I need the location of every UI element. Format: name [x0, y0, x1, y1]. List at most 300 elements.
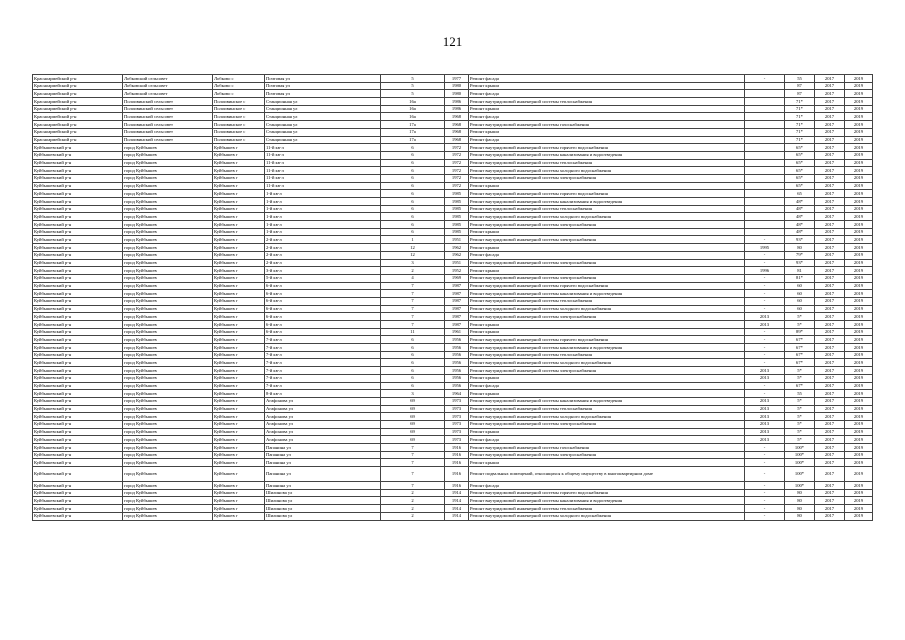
cell-settlement: Лобково с	[213, 90, 265, 98]
cell-work-type: Ремонт внутридомовой инженерной системы теплоснабжения	[469, 351, 745, 359]
cell-last-repair-year: -	[745, 305, 785, 313]
cell-house-number: 6	[381, 382, 445, 390]
cell-build-year: 1914	[445, 489, 469, 497]
cell-settlement: Куйбышев г	[213, 436, 265, 444]
cell-municipality: город Куйбышев	[123, 182, 213, 190]
table-row	[33, 190, 873, 198]
cell-settlement: Куйбышев г	[213, 159, 265, 167]
cell-build-year: 1956	[445, 367, 469, 375]
cell-wear-percent: 80	[785, 497, 815, 505]
cell-street: Шилинова ул	[265, 489, 381, 497]
cell-wear-percent: 65*	[785, 159, 815, 167]
cell-last-repair-year: 2013	[745, 420, 785, 428]
cell-street: 6-й кв-л	[265, 290, 381, 298]
cell-settlement: Куйбышев г	[213, 282, 265, 290]
cell-municipality: город Куйбышев	[123, 213, 213, 221]
cell-plan-start-year: 2017	[815, 105, 845, 113]
cell-municipality: город Куйбышев	[123, 451, 213, 459]
cell-house-number: 69	[381, 397, 445, 405]
table-row	[33, 344, 873, 352]
cell-wear-percent: 93*	[785, 236, 815, 244]
cell-plan-start-year: 2017	[815, 198, 845, 206]
table-row	[33, 151, 873, 159]
cell-district: Куйбышевский р-н	[33, 482, 123, 490]
cell-street: 1-й кв-л	[265, 221, 381, 229]
cell-district: Куйбышевский р-н	[33, 251, 123, 259]
table-row	[33, 482, 873, 490]
cell-settlement: Куйбышев г	[213, 182, 265, 190]
cell-work-type: Ремонт внутридомовой инженерной системы горячего водоснабжения	[469, 336, 745, 344]
cell-build-year: 1956	[445, 382, 469, 390]
cell-plan-end-year: 2019	[845, 459, 873, 467]
cell-plan-end-year: 2019	[845, 497, 873, 505]
cell-last-repair-year: -	[745, 344, 785, 352]
table-row	[33, 144, 873, 152]
cell-house-number: 16а	[381, 105, 445, 113]
cell-work-type: Ремонт внутридомовой инженерной системы холодного водоснабжения	[469, 167, 745, 175]
cell-wear-percent: 5*	[785, 374, 815, 382]
cell-work-type: Ремонт внутридомовой инженерной системы электроснабжения	[469, 221, 745, 229]
cell-street: Шилинова ул	[265, 512, 381, 520]
cell-street: 11-й кв-л	[265, 144, 381, 152]
cell-last-repair-year	[745, 190, 785, 198]
cell-municipality: Лобковский сельсовет	[123, 82, 213, 90]
cell-build-year: 1916	[445, 451, 469, 459]
cell-plan-start-year: 2017	[815, 344, 845, 352]
cell-municipality: город Куйбышев	[123, 512, 213, 520]
cell-municipality: город Куйбышев	[123, 505, 213, 513]
cell-house-number: 12	[381, 251, 445, 259]
cell-street: 1-й кв-л	[265, 198, 381, 206]
cell-district: Куйбышевский р-н	[33, 274, 123, 282]
cell-settlement: Куйбышев г	[213, 228, 265, 236]
cell-settlement: Куйбышев г	[213, 274, 265, 282]
cell-municipality: город Куйбышев	[123, 144, 213, 152]
cell-build-year: 1968	[445, 136, 469, 144]
cell-house-number: 2	[381, 489, 445, 497]
cell-plan-end-year: 2019	[845, 336, 873, 344]
cell-plan-start-year: 2017	[815, 228, 845, 236]
cell-settlement: Куйбышев г	[213, 251, 265, 259]
cell-settlement: Куйбышев г	[213, 259, 265, 267]
cell-district: Куйбышевский р-н	[33, 174, 123, 182]
cell-street: Папанина ул	[265, 444, 381, 452]
cell-plan-end-year: 2019	[845, 444, 873, 452]
cell-house-number: 2	[381, 497, 445, 505]
table-row	[33, 221, 873, 229]
cell-house-number: 6	[381, 167, 445, 175]
cell-street: Папанина ул	[265, 451, 381, 459]
cell-municipality: Полоивинский сельсовет	[123, 128, 213, 136]
cell-municipality: Полоивинский сельсовет	[123, 98, 213, 106]
table-row	[33, 205, 873, 213]
cell-build-year: 1916	[445, 467, 469, 482]
cell-work-type: Ремонт внутридомовой инженерной системы теплоснабжения	[469, 505, 745, 513]
cell-work-type: Ремонт крыши	[469, 105, 745, 113]
cell-settlement: Куйбышев г	[213, 167, 265, 175]
cell-last-repair-year	[745, 221, 785, 229]
cell-municipality: город Куйбышев	[123, 198, 213, 206]
cell-house-number: 7	[381, 451, 445, 459]
cell-district: Куйбышевский р-н	[33, 190, 123, 198]
cell-plan-end-year: 2019	[845, 167, 873, 175]
cell-district: Куйбышевский р-н	[33, 297, 123, 305]
cell-build-year: 1980	[445, 82, 469, 90]
cell-plan-end-year: 2019	[845, 359, 873, 367]
cell-street: 7-й кв-л	[265, 374, 381, 382]
cell-work-type: Ремонт подвальных помещений, относящихся к общему имуществу в многоквартирном доме	[469, 467, 745, 482]
cell-plan-start-year: 2017	[815, 221, 845, 229]
cell-wear-percent: 5*	[785, 428, 815, 436]
cell-plan-start-year: 2017	[815, 451, 845, 459]
table-row	[33, 367, 873, 375]
cell-wear-percent: 100*	[785, 482, 815, 490]
table-row	[33, 121, 873, 129]
cell-plan-start-year: 2017	[815, 236, 845, 244]
cell-build-year: 1985	[445, 221, 469, 229]
cell-settlement: Куйбышев г	[213, 328, 265, 336]
cell-plan-start-year: 2017	[815, 167, 845, 175]
cell-work-type: Ремонт внутридомовой инженерной системы канализования и водоотведения	[469, 497, 745, 505]
cell-plan-end-year: 2019	[845, 382, 873, 390]
cell-last-repair-year: 2013	[745, 397, 785, 405]
cell-house-number: 2	[381, 267, 445, 275]
cell-last-repair-year: -	[745, 390, 785, 398]
cell-wear-percent: 81	[785, 267, 815, 275]
cell-build-year: 1972	[445, 144, 469, 152]
cell-wear-percent: 5*	[785, 367, 815, 375]
cell-municipality: город Куйбышев	[123, 244, 213, 252]
cell-district: Куйбышевский р-н	[33, 344, 123, 352]
cell-district: Куйбышевский р-н	[33, 290, 123, 298]
cell-plan-start-year: 2017	[815, 428, 845, 436]
cell-district: Куйбышевский р-н	[33, 221, 123, 229]
cell-plan-end-year: 2019	[845, 282, 873, 290]
cell-plan-end-year: 2019	[845, 489, 873, 497]
cell-work-type: Ремонт внутридомовой инженерной системы канализования и водоотведения	[469, 344, 745, 352]
cell-house-number: 7	[381, 290, 445, 298]
cell-build-year: 1952	[445, 267, 469, 275]
cell-plan-end-year: 2019	[845, 259, 873, 267]
cell-build-year: 1916	[445, 482, 469, 490]
cell-last-repair-year: -	[745, 444, 785, 452]
cell-plan-end-year: 2019	[845, 236, 873, 244]
cell-last-repair-year	[745, 159, 785, 167]
cell-plan-end-year: 2019	[845, 136, 873, 144]
cell-settlement: Куйбышев г	[213, 336, 265, 344]
cell-settlement: Куйбышев г	[213, 321, 265, 329]
table-row	[33, 159, 873, 167]
cell-plan-end-year: 2019	[845, 420, 873, 428]
cell-plan-start-year: 2017	[815, 444, 845, 452]
cell-last-repair-year: -	[745, 75, 785, 83]
table-row	[33, 382, 873, 390]
cell-house-number: 17а	[381, 136, 445, 144]
cell-plan-end-year: 2019	[845, 251, 873, 259]
cell-municipality: Полоивинский сельсовет	[123, 105, 213, 113]
cell-wear-percent: 71*	[785, 121, 815, 129]
cell-municipality: город Куйбышев	[123, 297, 213, 305]
table-row	[33, 467, 873, 482]
cell-wear-percent: 5*	[785, 321, 815, 329]
cell-municipality: город Куйбышев	[123, 251, 213, 259]
cell-build-year: 1956	[445, 374, 469, 382]
cell-last-repair-year: -	[745, 497, 785, 505]
cell-plan-start-year: 2017	[815, 290, 845, 298]
cell-plan-start-year: 2017	[815, 128, 845, 136]
cell-plan-end-year: 2019	[845, 451, 873, 459]
cell-settlement: Куйбышев г	[213, 351, 265, 359]
cell-work-type: Ремонт внутридомовой инженерной системы канализования и водоотведения	[469, 151, 745, 159]
cell-settlement: Полоивинское с	[213, 113, 265, 121]
cell-wear-percent: 80	[785, 505, 815, 513]
cell-district: Куйбышевский р-н	[33, 167, 123, 175]
table-row	[33, 98, 873, 106]
cell-plan-end-year: 2019	[845, 113, 873, 121]
cell-last-repair-year: 2013	[745, 413, 785, 421]
cell-settlement: Лобково с	[213, 82, 265, 90]
cell-district: Куйбышевский р-н	[33, 259, 123, 267]
cell-last-repair-year: -	[745, 467, 785, 482]
cell-municipality: город Куйбышев	[123, 367, 213, 375]
cell-house-number: 6	[381, 213, 445, 221]
cell-plan-end-year: 2019	[845, 82, 873, 90]
cell-wear-percent: 100*	[785, 459, 815, 467]
cell-work-type: Ремонт внутридомовой инженерной системы электроснабжения	[469, 174, 745, 182]
cell-build-year: 1972	[445, 151, 469, 159]
table-row	[33, 374, 873, 382]
cell-district: Куйбышевский р-н	[33, 159, 123, 167]
cell-street: Шилинова ул	[265, 505, 381, 513]
cell-house-number: 69	[381, 413, 445, 421]
cell-plan-start-year: 2017	[815, 405, 845, 413]
cell-build-year: 1973	[445, 428, 469, 436]
cell-municipality: город Куйбышев	[123, 259, 213, 267]
cell-street: Почтовая ул	[265, 82, 381, 90]
cell-build-year: 1961	[445, 328, 469, 336]
cell-street: 6-й кв-л	[265, 305, 381, 313]
cell-plan-start-year: 2017	[815, 190, 845, 198]
cell-build-year: 1985	[445, 205, 469, 213]
cell-last-repair-year: -	[745, 274, 785, 282]
cell-district: Куйбышевский р-н	[33, 367, 123, 375]
cell-municipality: город Куйбышев	[123, 282, 213, 290]
cell-house-number: 2	[381, 505, 445, 513]
cell-work-type: Ремонт крыши	[469, 244, 745, 252]
cell-municipality: город Куйбышев	[123, 382, 213, 390]
cell-street: 1-й кв-л	[265, 213, 381, 221]
cell-wear-percent: 87	[785, 90, 815, 98]
cell-plan-end-year: 2019	[845, 467, 873, 482]
cell-build-year: 1962	[445, 251, 469, 259]
cell-settlement: Куйбышев г	[213, 297, 265, 305]
cell-plan-end-year: 2019	[845, 228, 873, 236]
cell-build-year: 1914	[445, 505, 469, 513]
cell-district: Куйбышевский р-н	[33, 359, 123, 367]
cell-district: Красноармейский р-н	[33, 136, 123, 144]
cell-street: Агафонова ул	[265, 428, 381, 436]
cell-settlement: Полоивинское с	[213, 105, 265, 113]
cell-wear-percent: 5*	[785, 397, 815, 405]
cell-build-year: 1951	[445, 259, 469, 267]
table-body	[33, 75, 873, 521]
cell-work-type: Ремонт внутридомовой инженерной системы электроснабжения	[469, 313, 745, 321]
cell-wear-percent: 81*	[785, 274, 815, 282]
cell-house-number: 2	[381, 512, 445, 520]
cell-settlement: Полоивинское с	[213, 136, 265, 144]
cell-plan-start-year: 2017	[815, 482, 845, 490]
cell-work-type: Ремонт внутридомовой инженерной системы холодного водоснабжения	[469, 359, 745, 367]
cell-wear-percent: 80	[785, 489, 815, 497]
cell-work-type: Ремонт крыши	[469, 82, 745, 90]
cell-last-repair-year: 2013	[745, 405, 785, 413]
cell-work-type: Ремонт внутридомовой инженерной системы холодного водоснабжения	[469, 512, 745, 520]
cell-municipality: город Куйбышев	[123, 236, 213, 244]
cell-build-year: 1977	[445, 75, 469, 83]
cell-district: Красноармейский р-н	[33, 121, 123, 129]
cell-plan-end-year: 2019	[845, 428, 873, 436]
cell-municipality: город Куйбышев	[123, 390, 213, 398]
cell-plan-start-year: 2017	[815, 244, 845, 252]
cell-settlement: Куйбышев г	[213, 482, 265, 490]
cell-house-number: 6	[381, 374, 445, 382]
cell-plan-start-year: 2017	[815, 459, 845, 467]
cell-settlement: Куйбышев г	[213, 174, 265, 182]
cell-district: Куйбышевский р-н	[33, 390, 123, 398]
cell-work-type: Ремонт фасада	[469, 251, 745, 259]
cell-street: 7-й кв-л	[265, 367, 381, 375]
cell-wear-percent: 5*	[785, 413, 815, 421]
cell-wear-percent: 5*	[785, 420, 815, 428]
cell-work-type: Ремонт фасада	[469, 136, 745, 144]
cell-work-type: Ремонт внутридомовой инженерной системы газоснабжения	[469, 444, 745, 452]
cell-last-repair-year	[745, 98, 785, 106]
table-row	[33, 328, 873, 336]
cell-settlement: Куйбышев г	[213, 497, 265, 505]
cell-street: 11-й кв-л	[265, 159, 381, 167]
cell-district: Красноармейский р-н	[33, 98, 123, 106]
cell-plan-start-year: 2017	[815, 336, 845, 344]
cell-municipality: Полоивинский сельсовет	[123, 136, 213, 144]
cell-plan-end-year: 2019	[845, 174, 873, 182]
table-row	[33, 297, 873, 305]
cell-settlement: Куйбышев г	[213, 374, 265, 382]
cell-street: Станционная ул	[265, 128, 381, 136]
cell-house-number: 7	[381, 321, 445, 329]
cell-build-year: 1969	[445, 274, 469, 282]
cell-house-number: 7	[381, 282, 445, 290]
cell-municipality: город Куйбышев	[123, 359, 213, 367]
cell-house-number: 6	[381, 344, 445, 352]
cell-plan-start-year: 2017	[815, 205, 845, 213]
cell-district: Куйбышевский р-н	[33, 436, 123, 444]
cell-settlement: Куйбышев г	[213, 505, 265, 513]
cell-plan-end-year: 2019	[845, 321, 873, 329]
cell-municipality: город Куйбышев	[123, 459, 213, 467]
cell-district: Красноармейский р-н	[33, 75, 123, 83]
cell-wear-percent: 5*	[785, 436, 815, 444]
cell-wear-percent: 5*	[785, 405, 815, 413]
cell-street: 1-й кв-л	[265, 190, 381, 198]
cell-settlement: Куйбышев г	[213, 359, 265, 367]
cell-settlement: Куйбышев г	[213, 413, 265, 421]
cell-work-type: Ремонт внутридомовой инженерной системы газоснабжения	[469, 121, 745, 129]
cell-settlement: Куйбышев г	[213, 397, 265, 405]
cell-house-number: 6	[381, 351, 445, 359]
cell-wear-percent: 60	[785, 290, 815, 298]
cell-plan-end-year: 2019	[845, 267, 873, 275]
cell-build-year: 1916	[445, 444, 469, 452]
cell-plan-start-year: 2017	[815, 174, 845, 182]
cell-plan-start-year: 2017	[815, 90, 845, 98]
cell-plan-start-year: 2017	[815, 321, 845, 329]
table-row	[33, 75, 873, 83]
cell-last-repair-year: 1996	[745, 267, 785, 275]
cell-settlement: Куйбышев г	[213, 420, 265, 428]
table-row	[33, 305, 873, 313]
cell-street: 7-й кв-л	[265, 382, 381, 390]
cell-build-year: 1956	[445, 359, 469, 367]
cell-house-number: 6	[381, 221, 445, 229]
cell-plan-start-year: 2017	[815, 505, 845, 513]
cell-street: 7-й кв-л	[265, 344, 381, 352]
cell-plan-start-year: 2017	[815, 397, 845, 405]
cell-district: Куйбышевский р-н	[33, 351, 123, 359]
cell-settlement: Куйбышев г	[213, 305, 265, 313]
table-row	[33, 359, 873, 367]
cell-district: Куйбышевский р-н	[33, 228, 123, 236]
table-row	[33, 459, 873, 467]
cell-work-type: Ремонт крыши	[469, 374, 745, 382]
table-row	[33, 274, 873, 282]
table-row	[33, 198, 873, 206]
cell-district: Красноармейский р-н	[33, 128, 123, 136]
cell-plan-start-year: 2017	[815, 367, 845, 375]
cell-house-number: 5	[381, 75, 445, 83]
table-row	[33, 182, 873, 190]
cell-street: 5-й кв-л	[265, 274, 381, 282]
cell-street: 2-й кв-л	[265, 259, 381, 267]
cell-district: Куйбышевский р-н	[33, 182, 123, 190]
cell-district: Куйбышевский р-н	[33, 144, 123, 152]
cell-settlement: Куйбышев г	[213, 236, 265, 244]
cell-house-number: 6	[381, 336, 445, 344]
cell-house-number: 6	[381, 367, 445, 375]
cell-wear-percent: 48*	[785, 205, 815, 213]
repair-schedule-table	[32, 74, 873, 521]
cell-plan-end-year: 2019	[845, 397, 873, 405]
table-row	[33, 397, 873, 405]
cell-last-repair-year: -	[745, 259, 785, 267]
cell-house-number: 3	[381, 259, 445, 267]
cell-wear-percent: 71*	[785, 105, 815, 113]
table-row	[33, 282, 873, 290]
cell-build-year: 1987	[445, 290, 469, 298]
table-row	[33, 436, 873, 444]
cell-work-type: Ремонт фасада	[469, 382, 745, 390]
cell-district: Куйбышевский р-н	[33, 321, 123, 329]
cell-build-year: 1973	[445, 420, 469, 428]
cell-build-year: 1985	[445, 190, 469, 198]
cell-wear-percent: 100*	[785, 467, 815, 482]
table-row	[33, 174, 873, 182]
cell-last-repair-year: -	[745, 336, 785, 344]
cell-municipality: город Куйбышев	[123, 482, 213, 490]
cell-wear-percent: 67*	[785, 344, 815, 352]
cell-settlement: Куйбышев г	[213, 459, 265, 467]
cell-house-number: 69	[381, 436, 445, 444]
cell-work-type: Ремонт фасада	[469, 90, 745, 98]
